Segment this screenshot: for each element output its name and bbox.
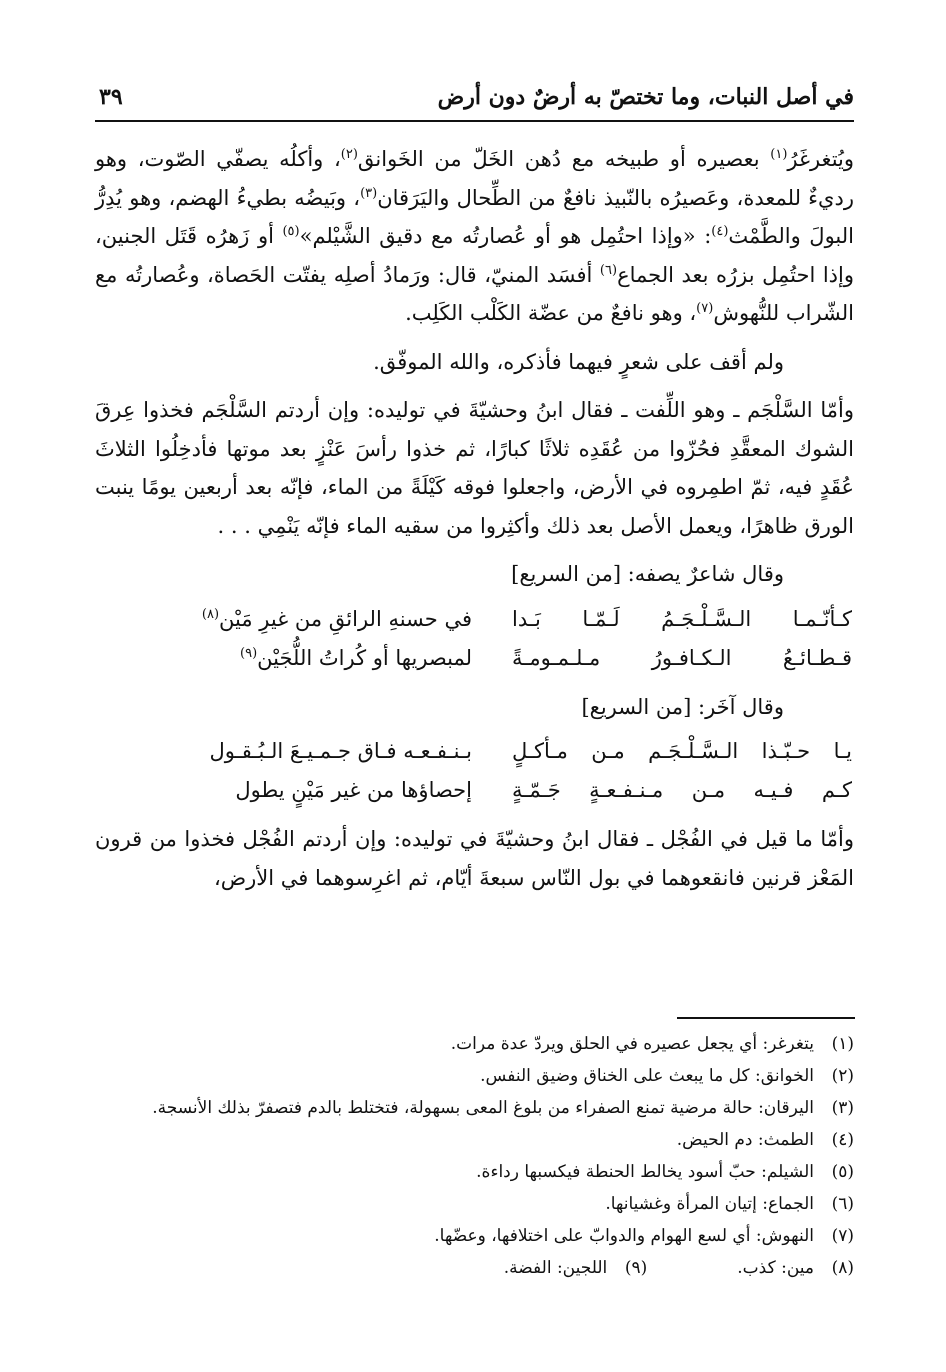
- footnote-number: (١): [831, 1034, 854, 1054]
- footnote-ref: (١): [770, 147, 788, 162]
- footnote-2: [95, 1060, 854, 1092]
- poem-2-verse-1: [95, 732, 854, 771]
- running-header: [95, 80, 854, 122]
- verse-second-hemistich: إحصاؤها من غير مَيْنٍ يطول: [235, 778, 472, 802]
- footnote-ref: (٥): [282, 224, 300, 239]
- footnote-8-9-row: [95, 1252, 854, 1284]
- verse-second-hemistich: في حسنهِ الرائقِ من غيرِ مَيْن$^{(٨)}$: [201, 606, 472, 631]
- footnote-number: (٢): [831, 1066, 854, 1086]
- paragraph-2: ولم أقف على شعرٍ فيهما فأذكره، والله الموفّق.: [373, 349, 784, 374]
- footnote-separator: [677, 1017, 855, 1019]
- footnote-ref: (٤): [711, 224, 729, 239]
- footnote-text: الخوانق: كل ما يبعث على الخناق وضيق النفس.: [480, 1066, 814, 1086]
- paragraph-1: ويُتغرغَرُ$^{(١)}$ بعصيره أو طبيخه مع دُهن الخَلّ من الخَوانق$^{(٢)}$، وأكلُه يصفّي الصّوت، وهو رديءٌ للمعدة، وعَصيرُه بالنّبيذ نافعٌ من الطِّحال واليَرَقان$^{(٣)}$، وبَيضُه بطيءُ الهضم، وهو يُدِرُّ البولَ والطَّمْث$^{(٤)}$: «وإذا احتُمِل هو أو عُصارتُه مع دقيق الشَّيْلم»$^{(٥)}$ أو زَهرُه قَتَل الجنين، وإذا احتُمِل بزرُه بعد الجماع$^{(٦)}$ أفسَد المنيّ، قال: ورَمادُ أصلِه يفتّت الحَصاة، وعُصارتُه مع الشّراب للنُّهوش$^{(٧)}$، وهو نافعٌ من عضّة الكَلْب الكَلِب.: [95, 147, 855, 325]
- verse-first-hemistich: كـم فـيـه مـن مـنـفـعـةٍ جَـمّـةٍ: [512, 778, 852, 802]
- footnote-text: اليرقان: حالة مرضية تمنع الصفراء من بلوغ المعى بسهولة، فتختلط بالدم فتصفرّ بذلك الأنسجة.: [152, 1098, 814, 1118]
- page-number: ٣٩: [99, 84, 123, 110]
- footnote-ref: (٨): [201, 606, 220, 622]
- footnote-5: [95, 1156, 854, 1188]
- footnote-text: النهوش: أي لسع الهوام والدوابّ على اختلافها، وعضّها.: [434, 1226, 814, 1246]
- footnote-text: مين: كذب.: [737, 1258, 814, 1278]
- poem-1-verse-2: [95, 639, 854, 678]
- footnote-number: (٣): [831, 1098, 854, 1118]
- footnote-text: اللجين: الفضة.: [503, 1258, 608, 1278]
- paragraph-3: وأمّا السَّلْجَم ـ وهو اللِّفت ـ فقال ابنُ وحشيّةَ في توليده: وإن أردتم السَّلْجَم فخذوا عِرقَ الشوك المعقَّدِ فحُزّوا من عُقَدِه ثلاثًا كبارًا، ثم خذوا رأسَ عَنْزٍ بعد موتها فأدخِلُوا الثلاثَ عُقَدٍ فيه، ثمّ اطمِروه في الأرض، واجعلوا فوقه كَيْلَةً من الماء، فإنّه بعد أربعين يومًا ينبت الورق ظاهرًا، ويعمل الأصل بعد ذلك وأكثِروا من سقيه الماء فإنّه يَنْمِي . . .: [95, 398, 854, 538]
- poem-1-intro: وقال شاعرٌ يصفه: [من السريع]: [511, 562, 784, 586]
- poem-1-verse-1: [95, 600, 854, 639]
- footnote-ref: (٦): [599, 262, 618, 278]
- footnote-text: الشيلم: حبّ أسود يخالط الحنطة فيكسبها رداءة.: [476, 1162, 814, 1182]
- footnote-number: (٤): [831, 1130, 854, 1150]
- footnote-ref: (٢): [340, 147, 358, 162]
- paragraph-4: وأمّا ما قيل في الفُجْل ـ فقال ابنُ وحشيّةَ في توليده: وإن أردتم الفُجْل فخذوا من قرون المَعْز قرنين فانقعوهما في بول النّاس سبعةَ أيّام، ثم اغرِسوهما في الأرض،: [95, 827, 854, 890]
- footnote-number: (٨): [831, 1258, 854, 1278]
- footnote-number: (٧): [831, 1226, 854, 1246]
- footnote-text: يتغرغر: أي يجعل عصيره في الحلق ويردّ عدة مرات.: [450, 1034, 814, 1054]
- verse-first-hemistich: يـا حـبّـذا الـسَّـلْـجَـم مـن مـأكـلٍ: [512, 739, 852, 763]
- verse-first-hemistich: كـأنّـمـا الـسَّـلْـجَـمُ لَـمّـا بَـدا: [512, 606, 852, 631]
- footnote-ref: (٣): [360, 185, 378, 201]
- footnote-7: [95, 1220, 854, 1252]
- footnote-4: [95, 1124, 854, 1156]
- footnote-text: الطمث: دم الحيض.: [676, 1130, 814, 1150]
- verse-second-hemistich: لمبصريها أو كُراتُ اللُّجَيْن$^{(٩)}$: [240, 645, 472, 670]
- poem-2-verse-2: [95, 771, 854, 810]
- verse-first-hemistich: قـطـائـعُ الـكـافـورُ مـلـمـومـةً: [512, 645, 852, 670]
- footnote-text: الجماع: إتيان المرأة وغشيانها.: [605, 1194, 814, 1214]
- footnote-9: [504, 1252, 647, 1284]
- main-text: [95, 140, 854, 897]
- footnote-number: (٦): [831, 1194, 854, 1214]
- footnotes: [95, 1028, 854, 1284]
- footnote-ref: (٧): [696, 301, 714, 316]
- footnote-ref: (٩): [240, 645, 258, 661]
- footnote-number: (٥): [831, 1162, 854, 1182]
- footnote-number: (٩): [624, 1258, 648, 1278]
- footnote-6: [95, 1188, 854, 1220]
- footnote-1: [95, 1028, 854, 1060]
- poem-2-intro: وقال آخَر: [من السريع]: [581, 694, 784, 719]
- footnote-3: [95, 1092, 854, 1124]
- verse-second-hemistich: بـنـفـعـه فـاق جـمـيـعَ الـبُـقـول: [209, 739, 472, 763]
- header-title: في أصل النبات، وما تختصّ به أرضٌ دون أرض: [437, 84, 854, 110]
